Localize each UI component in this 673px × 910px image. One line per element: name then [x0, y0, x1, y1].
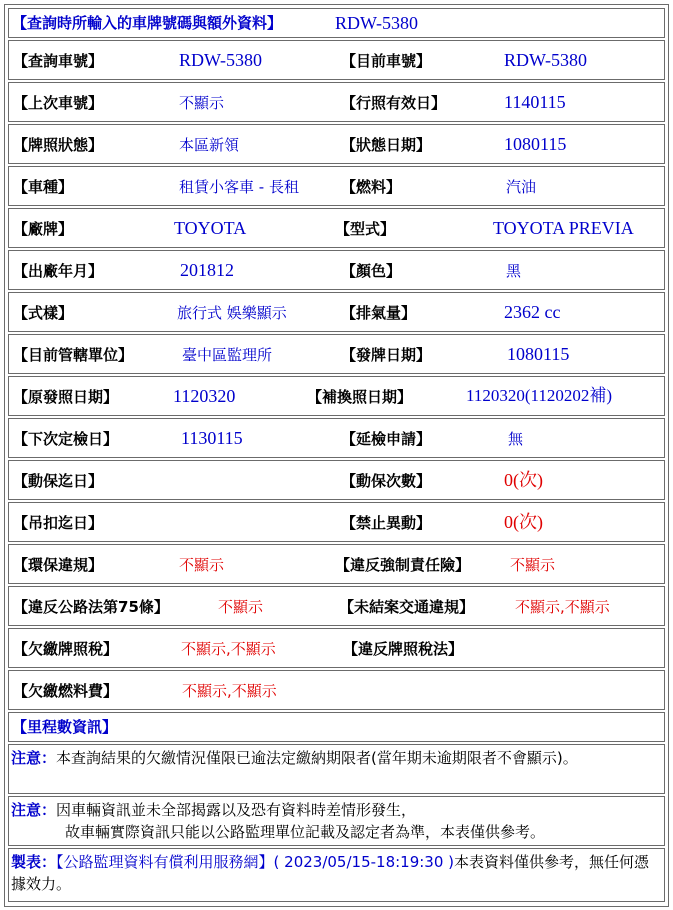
value-color: 黑 — [506, 262, 522, 280]
label-fuel-fee-due: 【欠繳燃料費】 — [13, 682, 119, 700]
label-plate-status: 【牌照狀態】 — [13, 136, 104, 154]
label-model: 【型式】 — [335, 220, 396, 238]
note-disclaimer-line2: 故車輛實際資訊只能以公路監理單位記載及認定者為準，本表僅供參考。 — [65, 823, 546, 841]
row-vehicle-type — [8, 166, 665, 206]
value-insurance-violation: 不顯示 — [510, 556, 556, 574]
row-license-tax-due — [8, 628, 665, 668]
value-original-license-date: 1120320 — [173, 386, 236, 406]
label-inspection-extension: 【延檢申請】 — [341, 430, 432, 448]
label-lien-expiry: 【動保迄日】 — [13, 472, 104, 490]
header-title: 【查詢時所輸入的車牌號碼與額外資料】 — [12, 14, 283, 32]
value-fuel-fee-due: 不顯示,不顯示 — [182, 682, 277, 700]
value-body-style: 旅行式 娛樂顯示 — [177, 304, 287, 322]
value-pending-traffic-violation: 不顯示,不顯示 — [515, 598, 610, 616]
label-issue-date: 【發牌日期】 — [341, 346, 432, 364]
footer-text: 本表資料僅供參考，無任何憑據效力。 — [11, 853, 650, 893]
note-disclaimer-body — [11, 799, 660, 843]
label-pending-traffic-violation: 【未結案交通違規】 — [339, 598, 475, 616]
label-vehicle-type: 【車種】 — [13, 178, 74, 196]
footer-source: 【公路監理資料有償利用服務網】 — [56, 853, 274, 871]
label-current-plate: 【目前車號】 — [341, 52, 432, 70]
label-displacement: 【排氣量】 — [341, 304, 417, 322]
value-issue-date: 1080115 — [507, 344, 570, 364]
value-manufacture-date: 201812 — [180, 260, 234, 280]
row-next-inspection — [8, 418, 665, 458]
row-previous-plate — [8, 82, 665, 122]
value-current-plate: RDW-5380 — [504, 50, 587, 70]
value-brand: TOYOTA — [174, 218, 247, 238]
header-plate: RDW-5380 — [335, 13, 418, 33]
value-license-tax-due: 不顯示,不顯示 — [181, 640, 276, 658]
label-jurisdiction: 【目前管轄單位】 — [13, 346, 134, 364]
value-query-plate: RDW-5380 — [179, 50, 262, 70]
row-jurisdiction — [8, 334, 665, 374]
row-suspension-expiry — [8, 502, 665, 542]
label-transfer-ban: 【禁止異動】 — [341, 514, 432, 532]
label-original-license-date: 【原發照日期】 — [13, 388, 119, 406]
footer-timestamp: ( 2023/05/15-18:19:30 ) — [273, 853, 455, 871]
value-displacement: 2362 cc — [504, 302, 561, 322]
label-query-plate: 【查詢車號】 — [13, 52, 104, 70]
value-replacement-date: 1120320(1120202補) — [466, 386, 613, 405]
row-manufacture-date — [8, 250, 665, 290]
label-license-valid: 【行照有效日】 — [341, 94, 447, 112]
value-environment-violation: 不顯示 — [179, 556, 225, 574]
label-manufacture-date: 【出廠年月】 — [13, 262, 104, 280]
note-overdue-text: 本查詢結果的欠繳情況僅限已逾法定繳納期限者(當年期未逾期限者不會顯示)。 — [56, 749, 578, 767]
footer-body — [11, 851, 660, 895]
label-highway-act-75: 【違反公路法第75條】 — [13, 598, 169, 616]
value-model: TOYOTA PREVIA — [493, 218, 634, 238]
note-overdue-head: 注意： — [11, 749, 57, 767]
note-overdue — [8, 744, 665, 794]
row-fuel-fee-due — [8, 670, 665, 710]
label-previous-plate: 【上次車號】 — [13, 94, 104, 112]
label-suspension-expiry: 【吊扣迄日】 — [13, 514, 104, 532]
header-row — [8, 8, 665, 38]
row-query-plate — [8, 40, 665, 80]
row-body-style — [8, 292, 665, 332]
label-color: 【顏色】 — [341, 262, 402, 280]
value-status-date: 1080115 — [504, 134, 567, 154]
row-highway-act-75 — [8, 586, 665, 626]
footer-section — [8, 848, 665, 902]
value-fuel: 汽油 — [506, 178, 537, 196]
row-environment-violation — [8, 544, 665, 584]
label-environment-violation: 【環保違規】 — [13, 556, 104, 574]
value-highway-act-75: 不顯示 — [218, 598, 264, 616]
value-lien-count: 0(次) — [504, 470, 543, 490]
value-inspection-extension: 無 — [508, 430, 524, 448]
label-body-style: 【式樣】 — [13, 304, 74, 322]
row-lien-expiry — [8, 460, 665, 500]
row-original-license-date — [8, 376, 665, 416]
value-next-inspection: 1130115 — [181, 428, 243, 448]
row-brand — [8, 208, 665, 248]
note-disclaimer-head: 注意： — [11, 801, 57, 819]
label-lien-count: 【動保次數】 — [341, 472, 432, 490]
value-plate-status: 本區新領 — [179, 136, 240, 154]
note-disclaimer — [8, 796, 665, 846]
label-insurance-violation: 【違反強制責任險】 — [335, 556, 471, 574]
mileage-title: 【里程數資訊】 — [12, 718, 118, 736]
mileage-section — [8, 712, 665, 742]
label-license-tax-violation: 【違反牌照稅法】 — [343, 640, 464, 658]
label-status-date: 【狀態日期】 — [341, 136, 432, 154]
value-previous-plate: 不顯示 — [179, 94, 225, 112]
note-disclaimer-line1: 因車輛資訊並未全部揭露以及恐有資料時差情形發生， — [56, 801, 417, 819]
label-brand: 【廠牌】 — [13, 220, 74, 238]
value-jurisdiction: 臺中區監理所 — [182, 346, 273, 364]
label-fuel: 【燃料】 — [341, 178, 402, 196]
label-license-tax-due: 【欠繳牌照稅】 — [13, 640, 119, 658]
value-transfer-ban: 0(次) — [504, 512, 543, 532]
label-next-inspection: 【下次定檢日】 — [13, 430, 119, 448]
footer-head: 製表： — [11, 853, 57, 871]
value-license-valid: 1140115 — [504, 92, 566, 112]
row-plate-status — [8, 124, 665, 164]
note-overdue-body — [11, 747, 660, 769]
label-replacement-date: 【補換照日期】 — [307, 388, 413, 406]
value-vehicle-type: 租賃小客車 - 長租 — [179, 178, 299, 196]
